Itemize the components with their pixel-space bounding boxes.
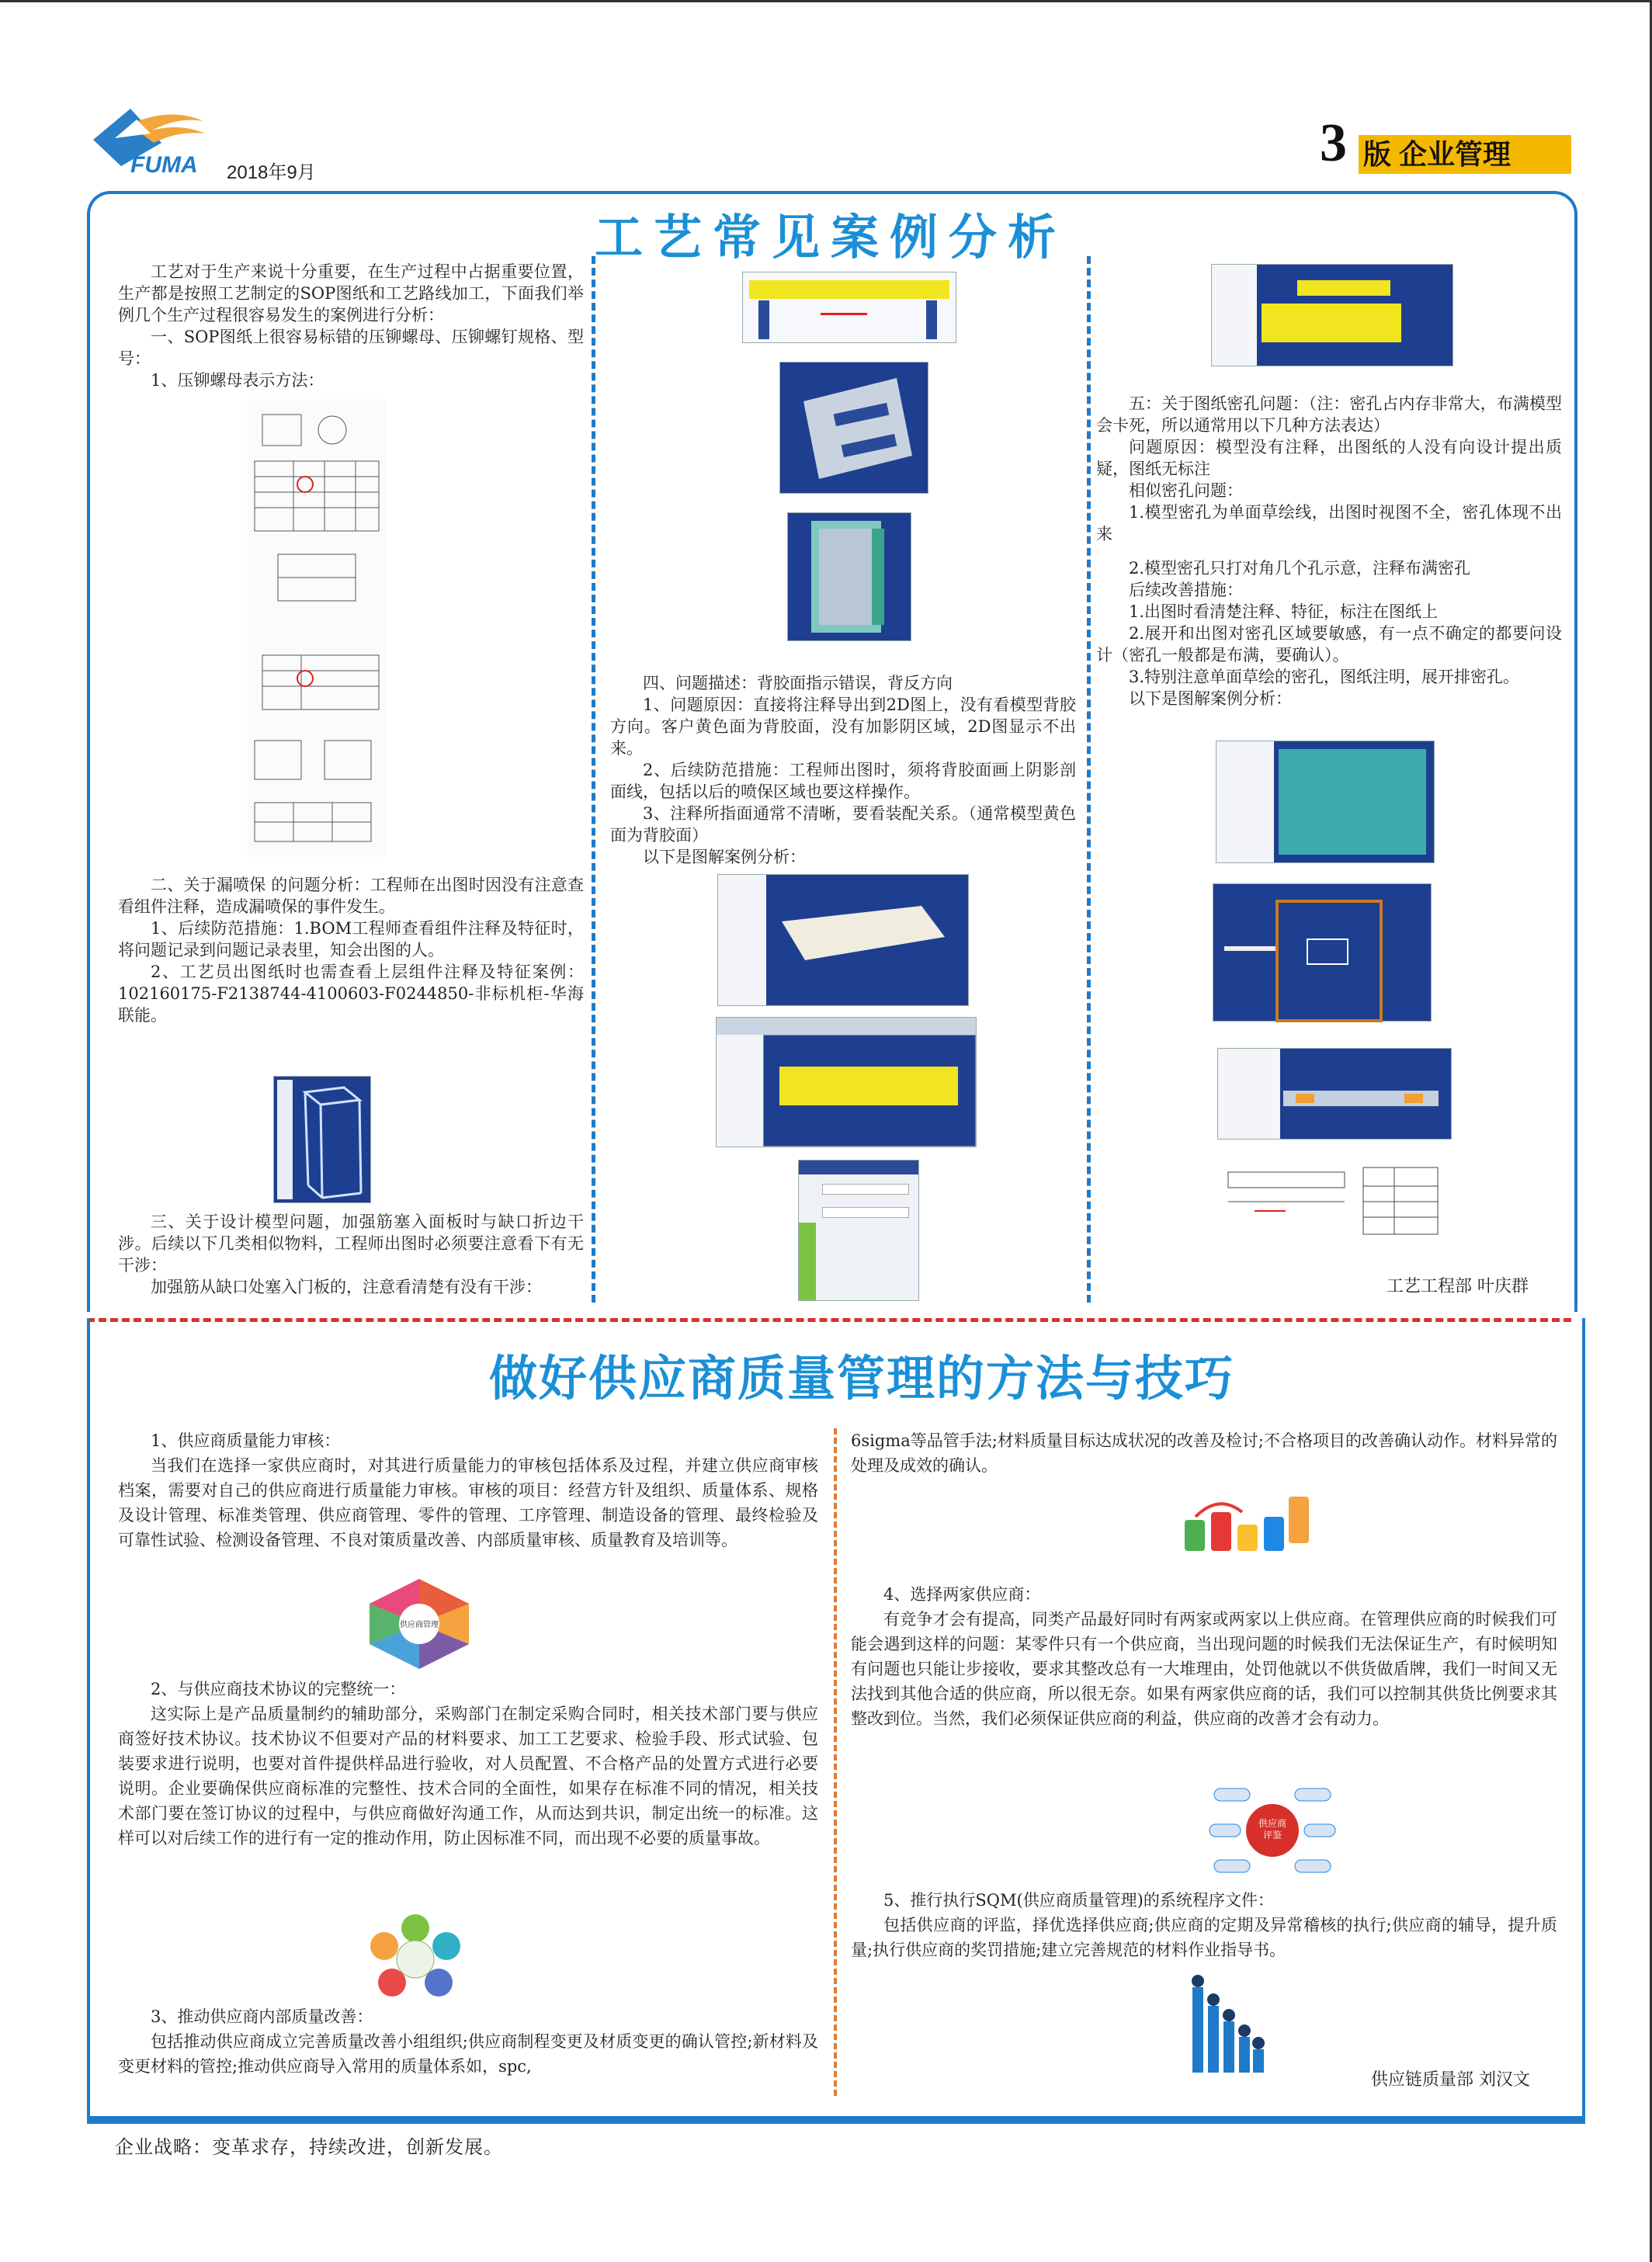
article2-para: 5、推行执行SQM(供应商质量管理)的系统程序文件： [883, 1891, 1274, 1910]
cad-screenshot-9 [1217, 1048, 1452, 1140]
supplier-management-hexagon-diagram [352, 1576, 486, 1672]
article1-col3-text [1096, 393, 1562, 709]
article2-para: 6sigma等品管手法;材料质量目标达成状况的改善及检讨;不合格项目的改善确认动作。材料异常的处理及成效的确认。 [851, 1431, 1557, 1475]
col1-para: 1、后续防范措施：1.BOM工程师查看组件注释及特征时，将问题记录到问题记录表里，知会出图的人。 [118, 919, 584, 959]
article2-right-bottom [851, 1888, 1557, 1962]
col3-para: 1.模型密孔为单面草绘线，出图时视图不全，密孔体现不出来 [1096, 503, 1562, 543]
business-people-illustration [1185, 1972, 1272, 2080]
company-strategy: 企业战略：变革求存，持续改进，创新发展。 [115, 2136, 503, 2158]
col3-para: 后续改善措施： [1129, 581, 1243, 599]
article2-col-divider [834, 1428, 837, 2096]
col3-para: 2.展开和出图对密孔区域要敏感，有一点不确定的都要问设计（密孔一般都是布满，要确认）。 [1096, 624, 1562, 664]
article2-para: 包括推动供应商成立完善质量改善小组组织;供应商制程变更及材质变更的确认管控;新材料及变更材料的管控;推动供应商导入常用的质量体系如，spc, [118, 2032, 818, 2076]
col-divider-2 [1087, 256, 1091, 1303]
cad-screenshot-7 [1216, 741, 1435, 863]
col3-para: 3.特别注意单面草绘的密孔，图纸注明，展开排密孔。 [1129, 668, 1520, 686]
cad-screenshot-1 [742, 272, 956, 343]
bottom-rule-right [1582, 1318, 1585, 2118]
top-border [0, 0, 1652, 2]
supplier-evaluation-diagram [1208, 1782, 1337, 1879]
article1-col1-top [118, 261, 584, 391]
bottom-rule-left [87, 1318, 90, 2118]
col1-para: 二、关于漏喷保 的问题分析：工程师在出图时因没有注意查看组件注释，造成漏喷保的事件发生。 [118, 876, 584, 916]
col1-para: 2、工艺员出图纸时也需查看上层组件注释及特征案例：102160175-F2138744-4100603-F0244850-非标机柜-华海联能。 [118, 963, 584, 1025]
cad-screenshot-6 [1211, 264, 1453, 366]
logo-text: FUMA [130, 152, 198, 178]
article1-col1-mid [118, 874, 584, 1026]
page-number: 3 [1320, 113, 1347, 173]
article1-col2-text [610, 672, 1076, 868]
article2-right-mid [851, 1582, 1557, 1731]
engineering-drawing-image [1223, 1163, 1442, 1237]
col2-para: 以下是图解案例分析： [643, 848, 806, 866]
article2-author: 供应链质量部 刘汉文 [1371, 2070, 1530, 2090]
col-divider-1 [592, 256, 595, 1303]
article2-para: 这实际上是产品质量制约的辅助部分，采购部门在制定采购合同时，相关技术部门要与供应商签好技术协议。技术协议不但要对产品的材料要求、加工工艺要求、检验手段、形式试验、包装要求进行说明，也要对首件提供样品进行验收，对人员配置、不合格产品的处置方式进行必要说明。企业要确保供应商标准的完整性、技术合同的全面性，如果存在标准不同的情况，相关技术部门要在签订协议的过程中，与供应商做好沟通工作，从而达到共识，制定出统一的标准。这样可以对后续工作的进行有一定的推动作用，防止因标准不同，而出现不必要的质量事故。 [118, 1705, 818, 1847]
col1-para: 加强筋从缺口处塞入门板的，注意看清楚有没有干涉： [151, 1278, 542, 1296]
cad-screenshot-2 [779, 362, 928, 494]
article2-left-top [118, 1428, 818, 1553]
hexagon-center-label: 供应商管理 [400, 1621, 439, 1629]
article1-title: 工艺常见案例分析 [594, 209, 1067, 265]
col3-para: 相似密孔问题： [1129, 481, 1243, 500]
col1-para: 一、SOP图纸上很容易标错的压铆螺母、压铆螺钉规格、型号： [118, 328, 584, 368]
cabinet-frame-image [273, 1076, 371, 1203]
section-separator [87, 1318, 1571, 1322]
article2-right-top [851, 1428, 1557, 1478]
circle-cluster-diagram [365, 1911, 466, 2004]
col3-para: 以下是图解案例分析： [1129, 689, 1292, 708]
article2-title: 做好供应商质量管理的方法与技巧 [488, 1350, 1234, 1407]
article2-para: 3、推动供应商内部质量改善： [151, 2007, 373, 2026]
article1-author: 工艺工程部 叶庆群 [1386, 1277, 1529, 1296]
col2-para: 1、问题原因：直接将注释导出到2D图上，没有看模型背胶方向。客户黄色面为背胶面，没有加影阴区域，2D图显示不出来。 [610, 696, 1076, 758]
article2-para: 4、选择两家供应商： [883, 1585, 1041, 1604]
col3-para: 2.模型密孔只打对角几个孔示意，注释布满密孔 [1129, 559, 1471, 578]
article2-para: 有竞争才会有提高，同类产品最好同时有两家或两家以上供应商。在管理供应商的时候我们可能会遇到这样的问题：某零件只有一个供应商，当出现问题的时候我们无法保证生产，有时候明知有问题也只能让步接收，要求其整改总有一大堆理由，处罚他就以不供货做盾牌，我们一时间又无法找到其他合适的供应商，所以很无奈。如果有两家供应商的话，我们可以控制其供货比例要求其整改到位。当然，我们必须保证供应商的利益，供应商的改善才会有动力。 [851, 1610, 1557, 1728]
article2-para: 包括供应商的评监，择优选择供应商;供应商的定期及异常稽核的执行;供应商的辅导，提升质量;执行供应商的奖罚措施;建立完善规范的材料作业指导书。 [851, 1916, 1557, 1959]
col2-para: 四、问题描述：背胶面指示错误，背反方向 [643, 674, 953, 692]
article1-col1-bottom [118, 1211, 584, 1298]
barrels-illustration [1180, 1489, 1312, 1568]
article2-para: 当我们在选择一家供应商时，对其进行质量能力的审核包括体系及过程，并建立供应商审核档案，需要对自己的供应商进行质量能力审核。审核的项目：经营方针及组织、质量体系、规格及设计管理、标准类管理、供应商管理、零件的管理、工序管理、制造设备的管理、最终检验及可靠性试验、检测设备管理、不良对策质量改善、内部质量审核、质量教育及培训等。 [118, 1456, 818, 1549]
col2-para: 3、注释所指面通常不清晰，要看装配关系。（通常模型黄色面为背胶面） [610, 804, 1076, 845]
col2-para: 2、后续防范措施：工程师出图时，须将背胶面画上阴影剖面线，包括以后的喷保区域也要这样操作。 [610, 761, 1076, 801]
article2-para: 2、与供应商技术协议的完整统一： [151, 1680, 406, 1698]
article2-para: 1、供应商质量能力审核： [151, 1431, 341, 1450]
cad-screenshot-3 [787, 512, 911, 641]
bottom-rule [87, 2116, 1585, 2124]
issue-date: 2018年9月 [227, 162, 316, 183]
col3-para: 五：关于图纸密孔问题：（注：密孔占内存非常大，布满模型会卡死，所以通常用以下几种方法表达） [1096, 394, 1562, 435]
cad-screenshot-4 [717, 874, 969, 1006]
col3-para: 1.出图时看清楚注释、特征，标注在图纸上 [1129, 602, 1439, 621]
col3-para: 问题原因：模型没有注释，出图纸的人没有向设计提出质疑，图纸无标注 [1096, 438, 1562, 478]
cad-screenshot-5 [716, 1017, 977, 1147]
cad-dialog-screenshot [798, 1160, 919, 1301]
col1-para: 三、关于设计模型问题，加强筋塞入面板时与缺口折边干涉。后续以下几类相似物料，工程师出图时必须要注意看下有无干涉： [118, 1213, 584, 1275]
evaluation-center-label: 供应商 评鉴 [1258, 1818, 1286, 1840]
col1-para: 工艺对于生产来说十分重要，在生产过程中占据重要位置，生产都是按照工艺制定的SOP图纸和工艺路线加工，下面我们举例几个生产过程很容易发生的案例进行分析： [118, 262, 584, 324]
cad-screenshot-8 [1213, 883, 1432, 1022]
article2-left-bottom [118, 2004, 818, 2079]
article2-left-mid [118, 1677, 818, 1851]
sop-drawing-image [247, 399, 387, 857]
section-label: 版 企业管理 [1359, 135, 1571, 174]
col1-para: 1、压铆螺母表示方法： [151, 371, 324, 390]
